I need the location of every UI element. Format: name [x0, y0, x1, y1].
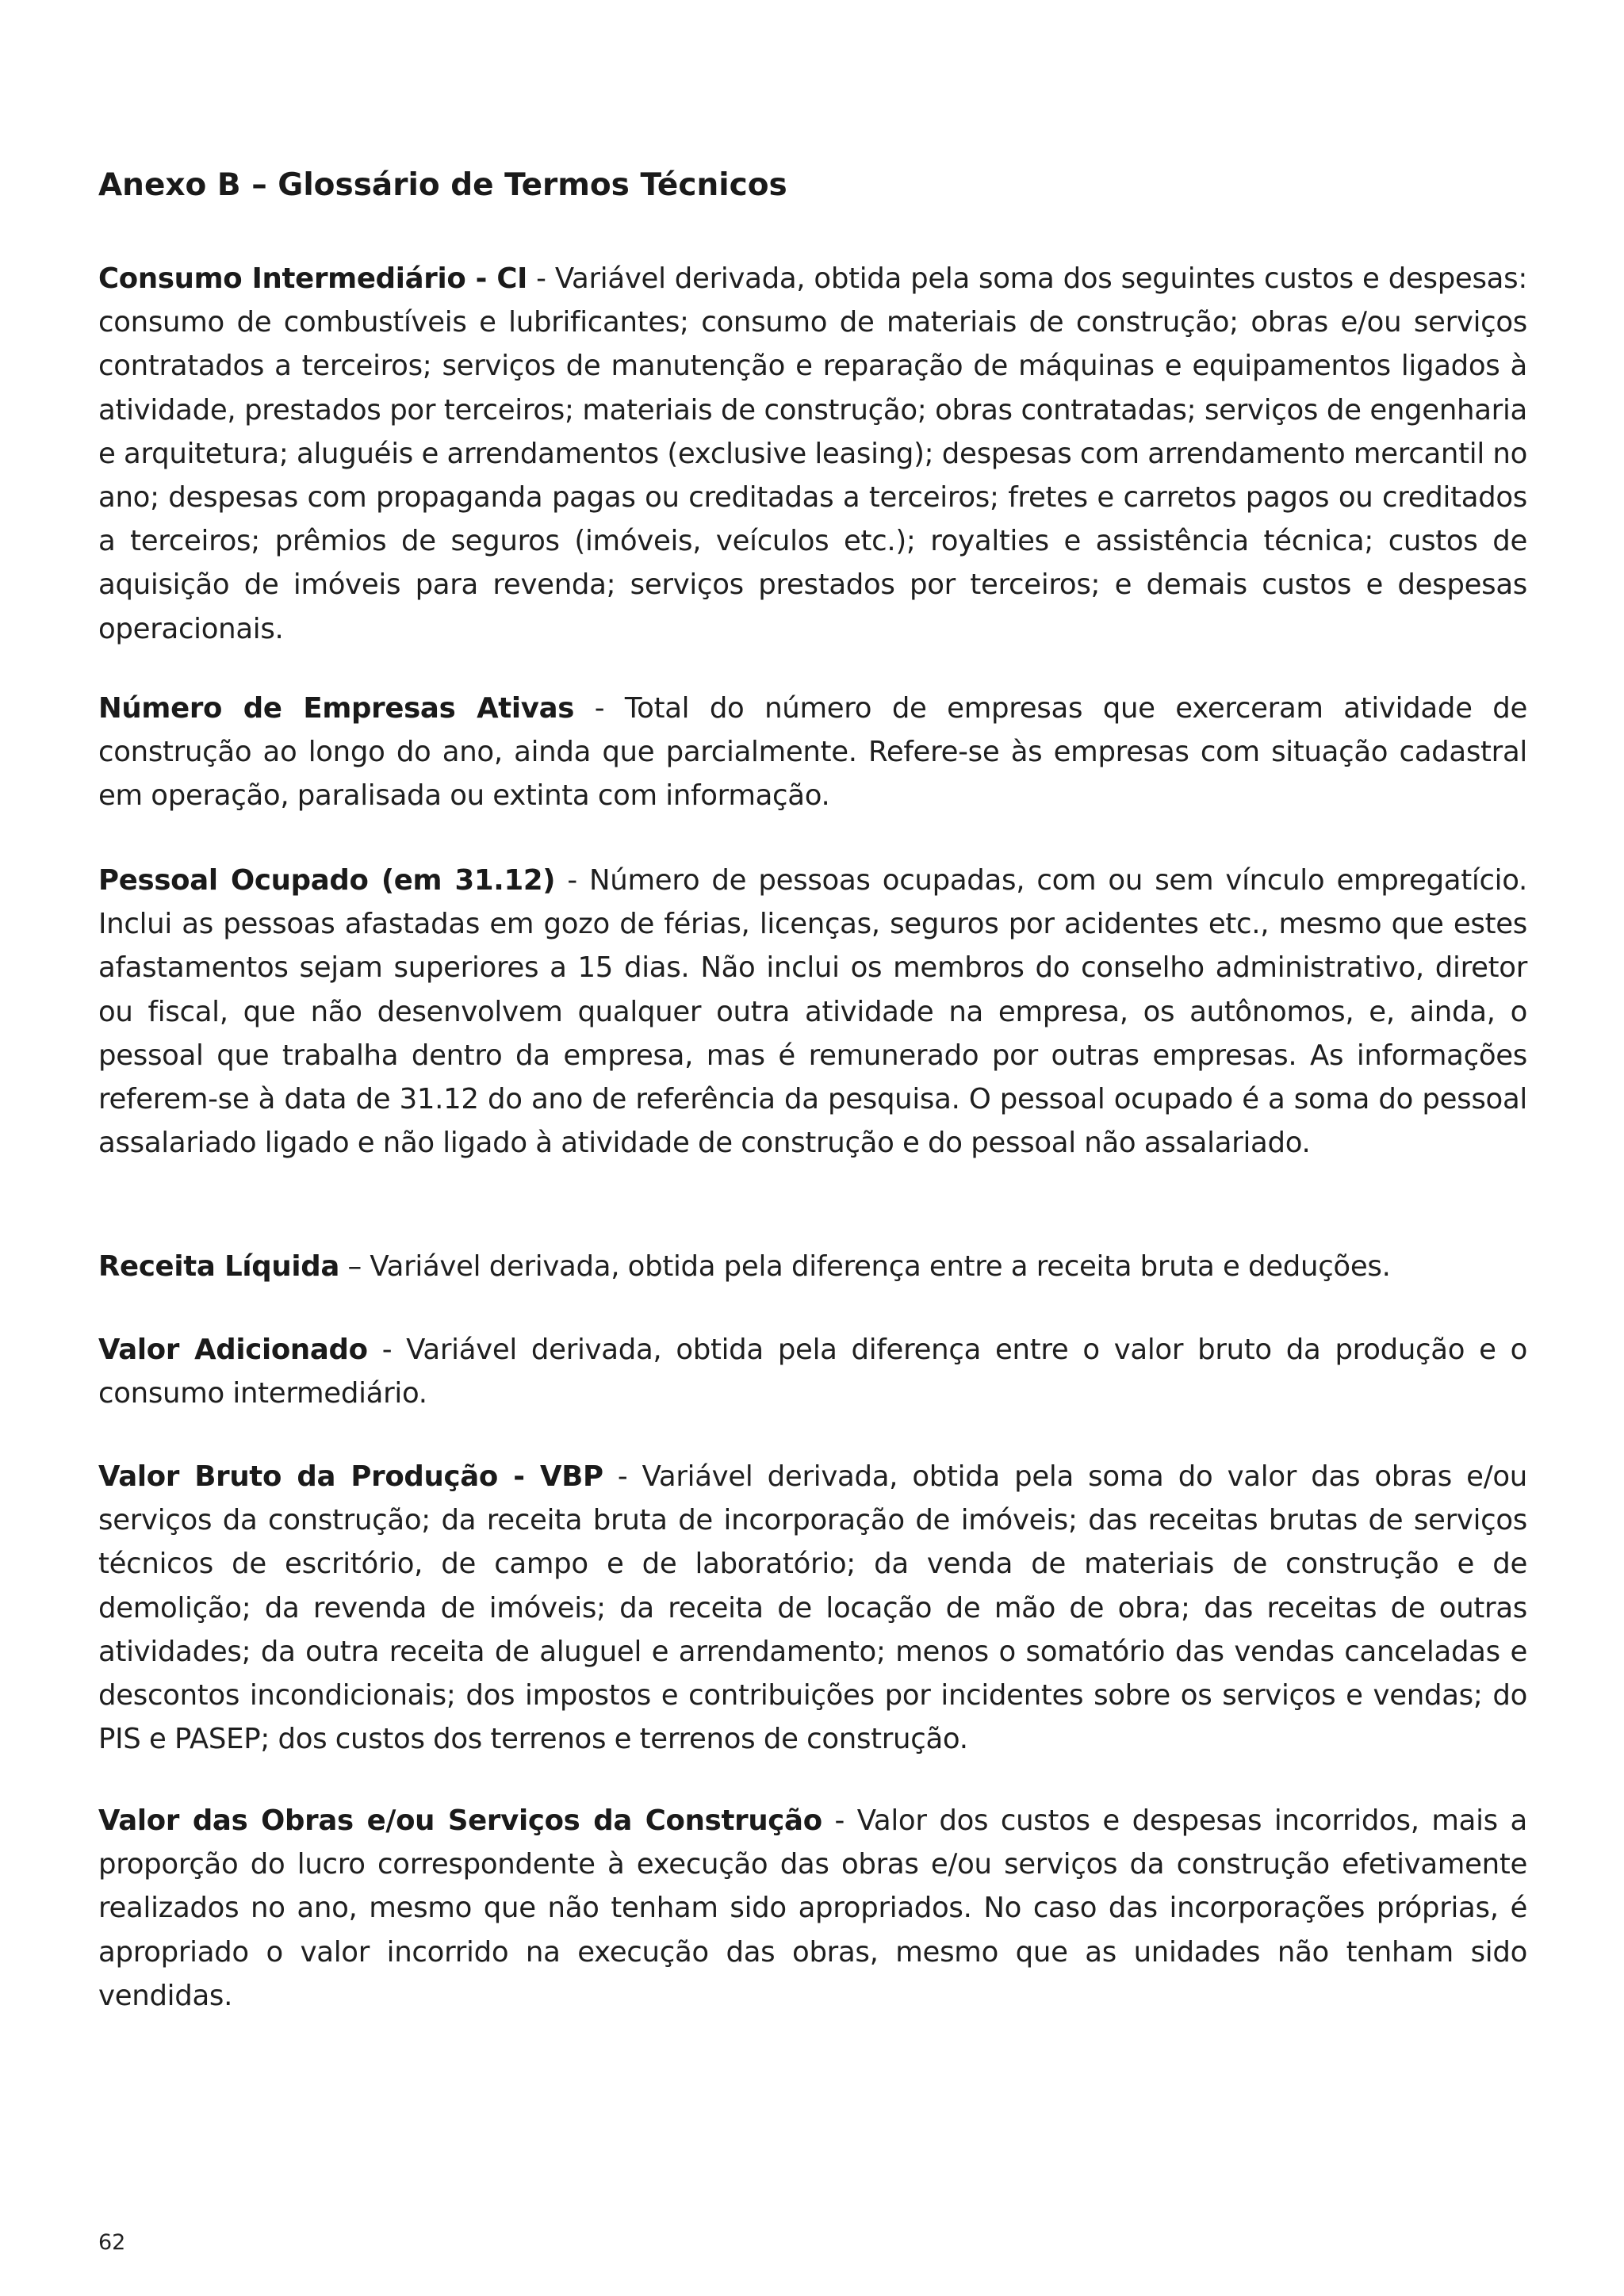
term-separator: -: [822, 1804, 857, 1837]
glossary-entry-valor-adicionado: [98, 1328, 1527, 1415]
glossary-term: Pessoal Ocupado (em 31.12): [98, 864, 556, 897]
term-separator: -: [574, 692, 625, 725]
glossary-term: Número de Empresas Ativas: [98, 692, 575, 725]
term-separator: -: [555, 864, 590, 897]
glossary-term: Receita Líquida: [98, 1250, 339, 1283]
glossary-term: Valor das Obras e/ou Serviços da Construção: [98, 1804, 822, 1837]
glossary-definition: Número de pessoas ocupadas, com ou sem vínculo empregatício. Inclui as pessoas afastadas em gozo de férias, licenças, seguros por acidentes etc., mesmo que estes afastamentos sejam superiores a 15 dias. Não inclui os membros do conselho administrativo, diretor ou fiscal, que não desenvolvem qualquer outra atividade na empresa, os autônomos, e, ainda, o pessoal que trabalha dentro da empresa, mas é remunerado por outras empresas. As informações referem-se à data de 31.12 do ano de referência da pesquisa. O pessoal ocupado é a soma do pessoal assalariado ligado e não ligado à atividade de construção e do pessoal não assalariado.: [98, 864, 1527, 1160]
glossary-definition: Total do número de empresas que exerceram atividade de construção ao longo do ano, ainda que parcialmente. Refere-se às empresas com situação cadastral em operação, paralisada ou extinta com informação.: [98, 692, 1528, 813]
glossary-entry-valor-bruto-producao: [98, 1455, 1527, 1761]
glossary-term: Valor Bruto da Produção - VBP: [98, 1460, 603, 1493]
term-separator: –: [339, 1250, 370, 1283]
glossary-entry-consumo-intermediario: [98, 257, 1527, 651]
glossary-definition: Valor dos custos e despesas incorridos, mais a proporção do lucro correspondente à execução das obras e/ou serviços da construção efetivamente realizados no ano, mesmo que não tenham sido apropriados. No caso das incorporações próprias, é apropriado o valor incorrido na execução das obras, mesmo que as unidades não tenham sido vendidas.: [98, 1804, 1527, 2012]
page-number: 62: [98, 2230, 126, 2255]
glossary-definition: Variável derivada, obtida pela soma do valor das obras e/ou serviços da construção; da receita bruta de incorporação de imóveis; das receitas brutas de serviços técnicos de escritório, de campo e de laboratório; da venda de materiais de construção e de demolição; da revenda de imóveis; da receita de locação de mão de obra; das receitas de outras atividades; da outra receita de aluguel e arrendamento; menos o somatório das vendas canceladas e descontos incondicionais; dos impostos e contribuições por incidentes sobre os serviços e vendas; do PIS e PASEP; dos custos dos terrenos e terrenos de construção.: [98, 1460, 1528, 1756]
term-separator: -: [527, 262, 555, 295]
glossary-definition: Variável derivada, obtida pela diferença entre a receita bruta e deduções.: [370, 1250, 1391, 1283]
glossary-term: Valor Adicionado: [98, 1334, 368, 1366]
glossary-entry-valor-obras-servicos: [98, 1799, 1527, 2018]
glossary-entry-numero-empresas-ativas: [98, 687, 1527, 818]
glossary-entry-pessoal-ocupado: [98, 859, 1527, 1165]
glossary-definition: Variável derivada, obtida pela diferença entre o valor bruto da produção e o consumo intermediário.: [98, 1334, 1527, 1410]
glossary-term: Consumo Intermediário - CI: [98, 262, 527, 295]
term-separator: -: [603, 1460, 642, 1493]
glossary-entry-receita-liquida: [98, 1245, 1527, 1288]
page-title: Anexo B – Glossário de Termos Técnicos: [98, 167, 787, 203]
term-separator: -: [367, 1334, 407, 1366]
glossary-definition: Variável derivada, obtida pela soma dos seguintes custos e despesas: consumo de combustíveis e lubrificantes; consumo de materiais de construção; obras e/ou serviços contratados a terceiros; serviços de manutenção e reparação de máquinas e equipamentos ligados à atividade, prestados por terceiros; materiais de construção; obras contratadas; serviços de engenharia e arquitetura; aluguéis e arrendamentos (exclusive leasing); despesas com arrendamento mercantil no ano; despesas com propaganda pagas ou creditadas a terceiros; fretes e carretos pagos ou creditados a terceiros; prêmios de seguros (imóveis, veículos etc.); royalties e assistência técnica; custos de aquisição de imóveis para revenda; serviços prestados por terceiros; e demais custos e despesas operacionais.: [98, 262, 1527, 645]
